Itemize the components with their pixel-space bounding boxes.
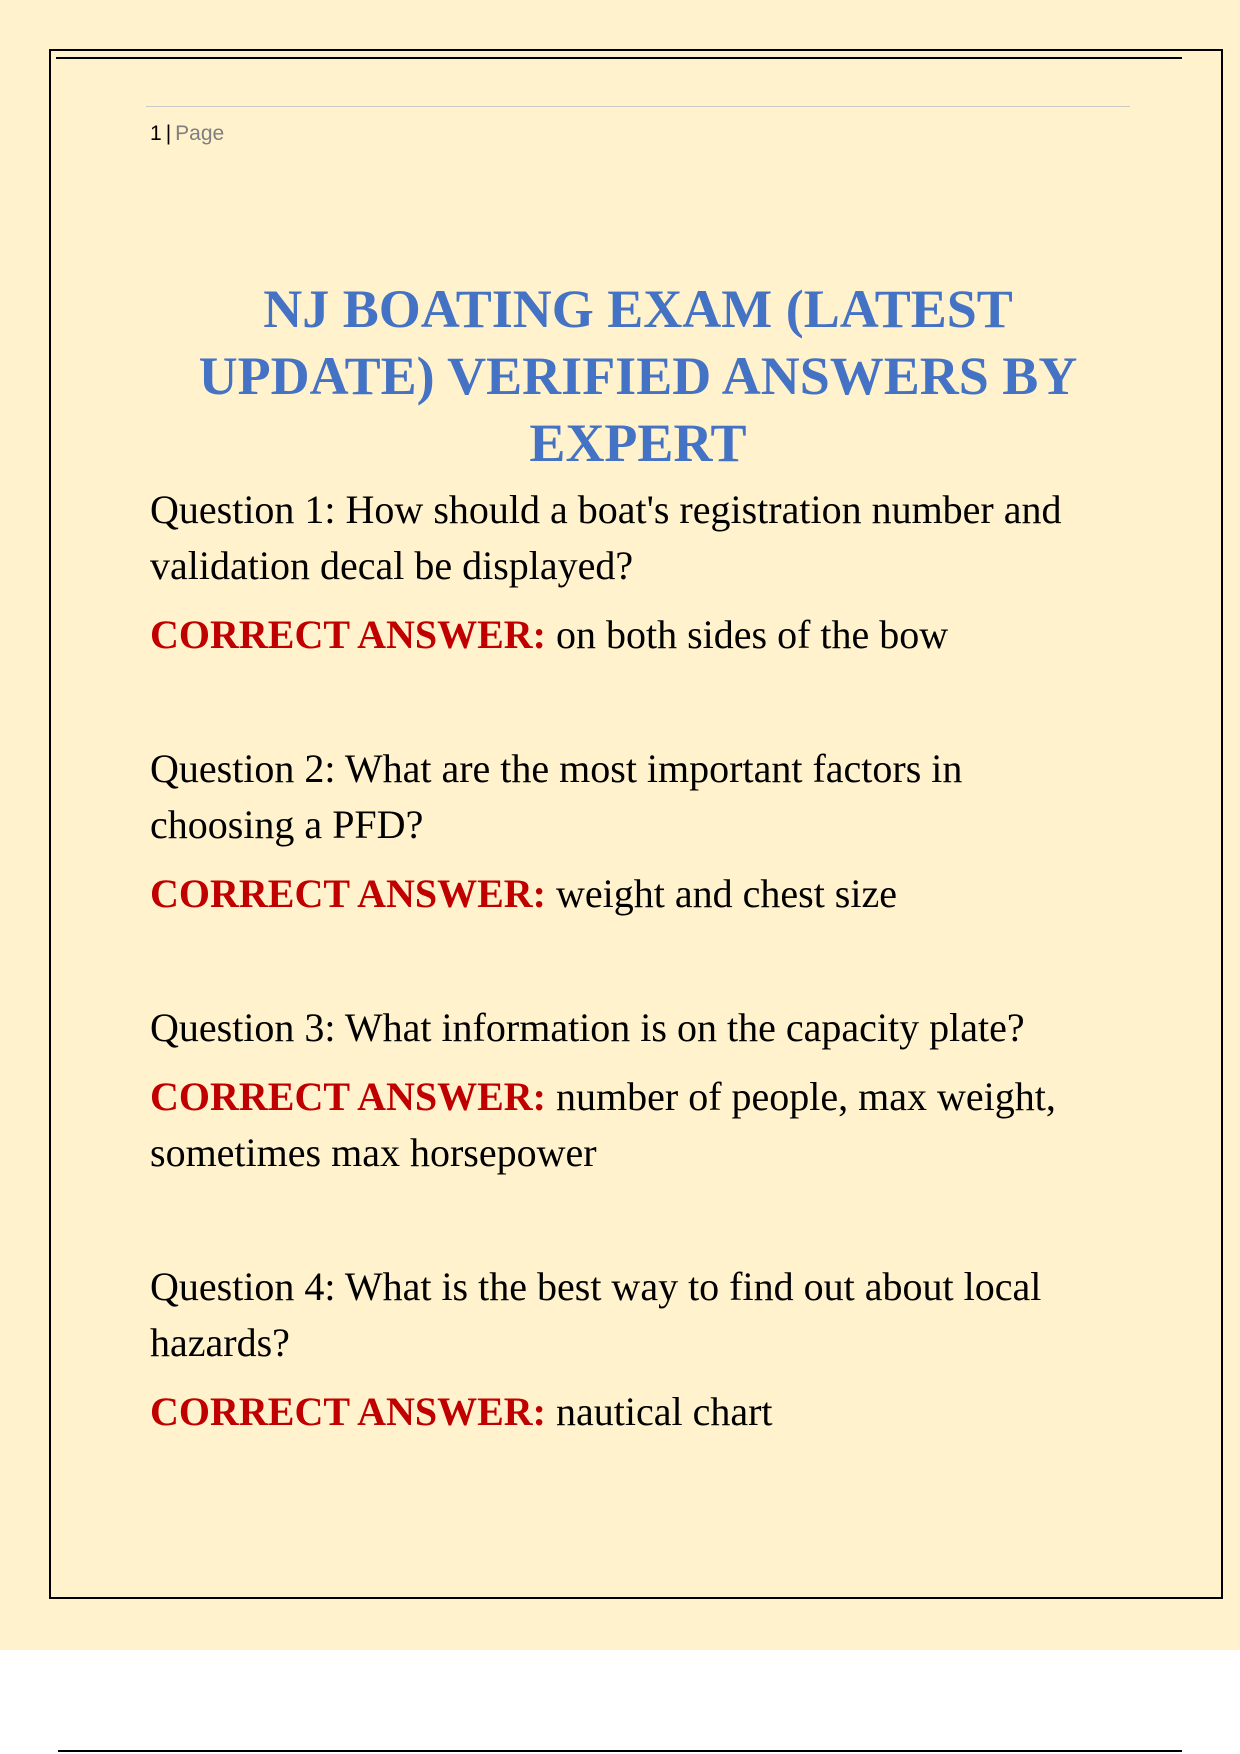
title-line-1: NJ BOATING EXAM (LATEST xyxy=(263,279,1013,339)
answer-text: number of people, max weight, sometimes max horsepower xyxy=(150,1074,1056,1175)
header-divider xyxy=(146,106,1130,107)
question-block-2 xyxy=(150,741,1110,922)
correct-answer-label: CORRECT ANSWER: xyxy=(150,871,546,916)
question-text: Question 1: How should a boat's registration number and validation decal be displayed? xyxy=(150,487,1062,588)
next-page-border-line xyxy=(58,1750,1182,1752)
correct-answer-label: CORRECT ANSWER: xyxy=(150,1389,546,1434)
document-title xyxy=(146,276,1130,477)
question-block-3 xyxy=(150,1000,1110,1181)
question-text: Question 2: What are the most important factors in choosing a PFD? xyxy=(150,746,963,847)
answer-text: on both sides of the bow xyxy=(556,612,949,657)
question-text: Question 4: What is the best way to find out about local hazards? xyxy=(150,1264,1042,1365)
question-text: Question 3: What information is on the capacity plate? xyxy=(150,1005,1025,1050)
answer-line xyxy=(150,607,1110,663)
title-line-3: EXPERT xyxy=(529,413,747,473)
title-line-2: UPDATE) VERIFIED ANSWERS BY xyxy=(198,346,1078,406)
page-number-header xyxy=(150,122,224,146)
page-border-inner-line xyxy=(56,57,1182,59)
answer-text: weight and chest size xyxy=(556,871,897,916)
correct-answer-label: CORRECT ANSWER: xyxy=(150,612,546,657)
page-label: Page xyxy=(175,122,225,145)
answer-text: nautical chart xyxy=(556,1389,773,1434)
page-number: 1 xyxy=(150,122,162,145)
answer-line xyxy=(150,1069,1110,1181)
question-block-4 xyxy=(150,1259,1110,1440)
page-number-separator: | xyxy=(165,122,172,145)
question-list xyxy=(150,482,1110,1440)
answer-line xyxy=(150,866,1110,922)
answer-line xyxy=(150,1384,1110,1440)
correct-answer-label: CORRECT ANSWER: xyxy=(150,1074,546,1119)
question-block-1 xyxy=(150,482,1110,663)
